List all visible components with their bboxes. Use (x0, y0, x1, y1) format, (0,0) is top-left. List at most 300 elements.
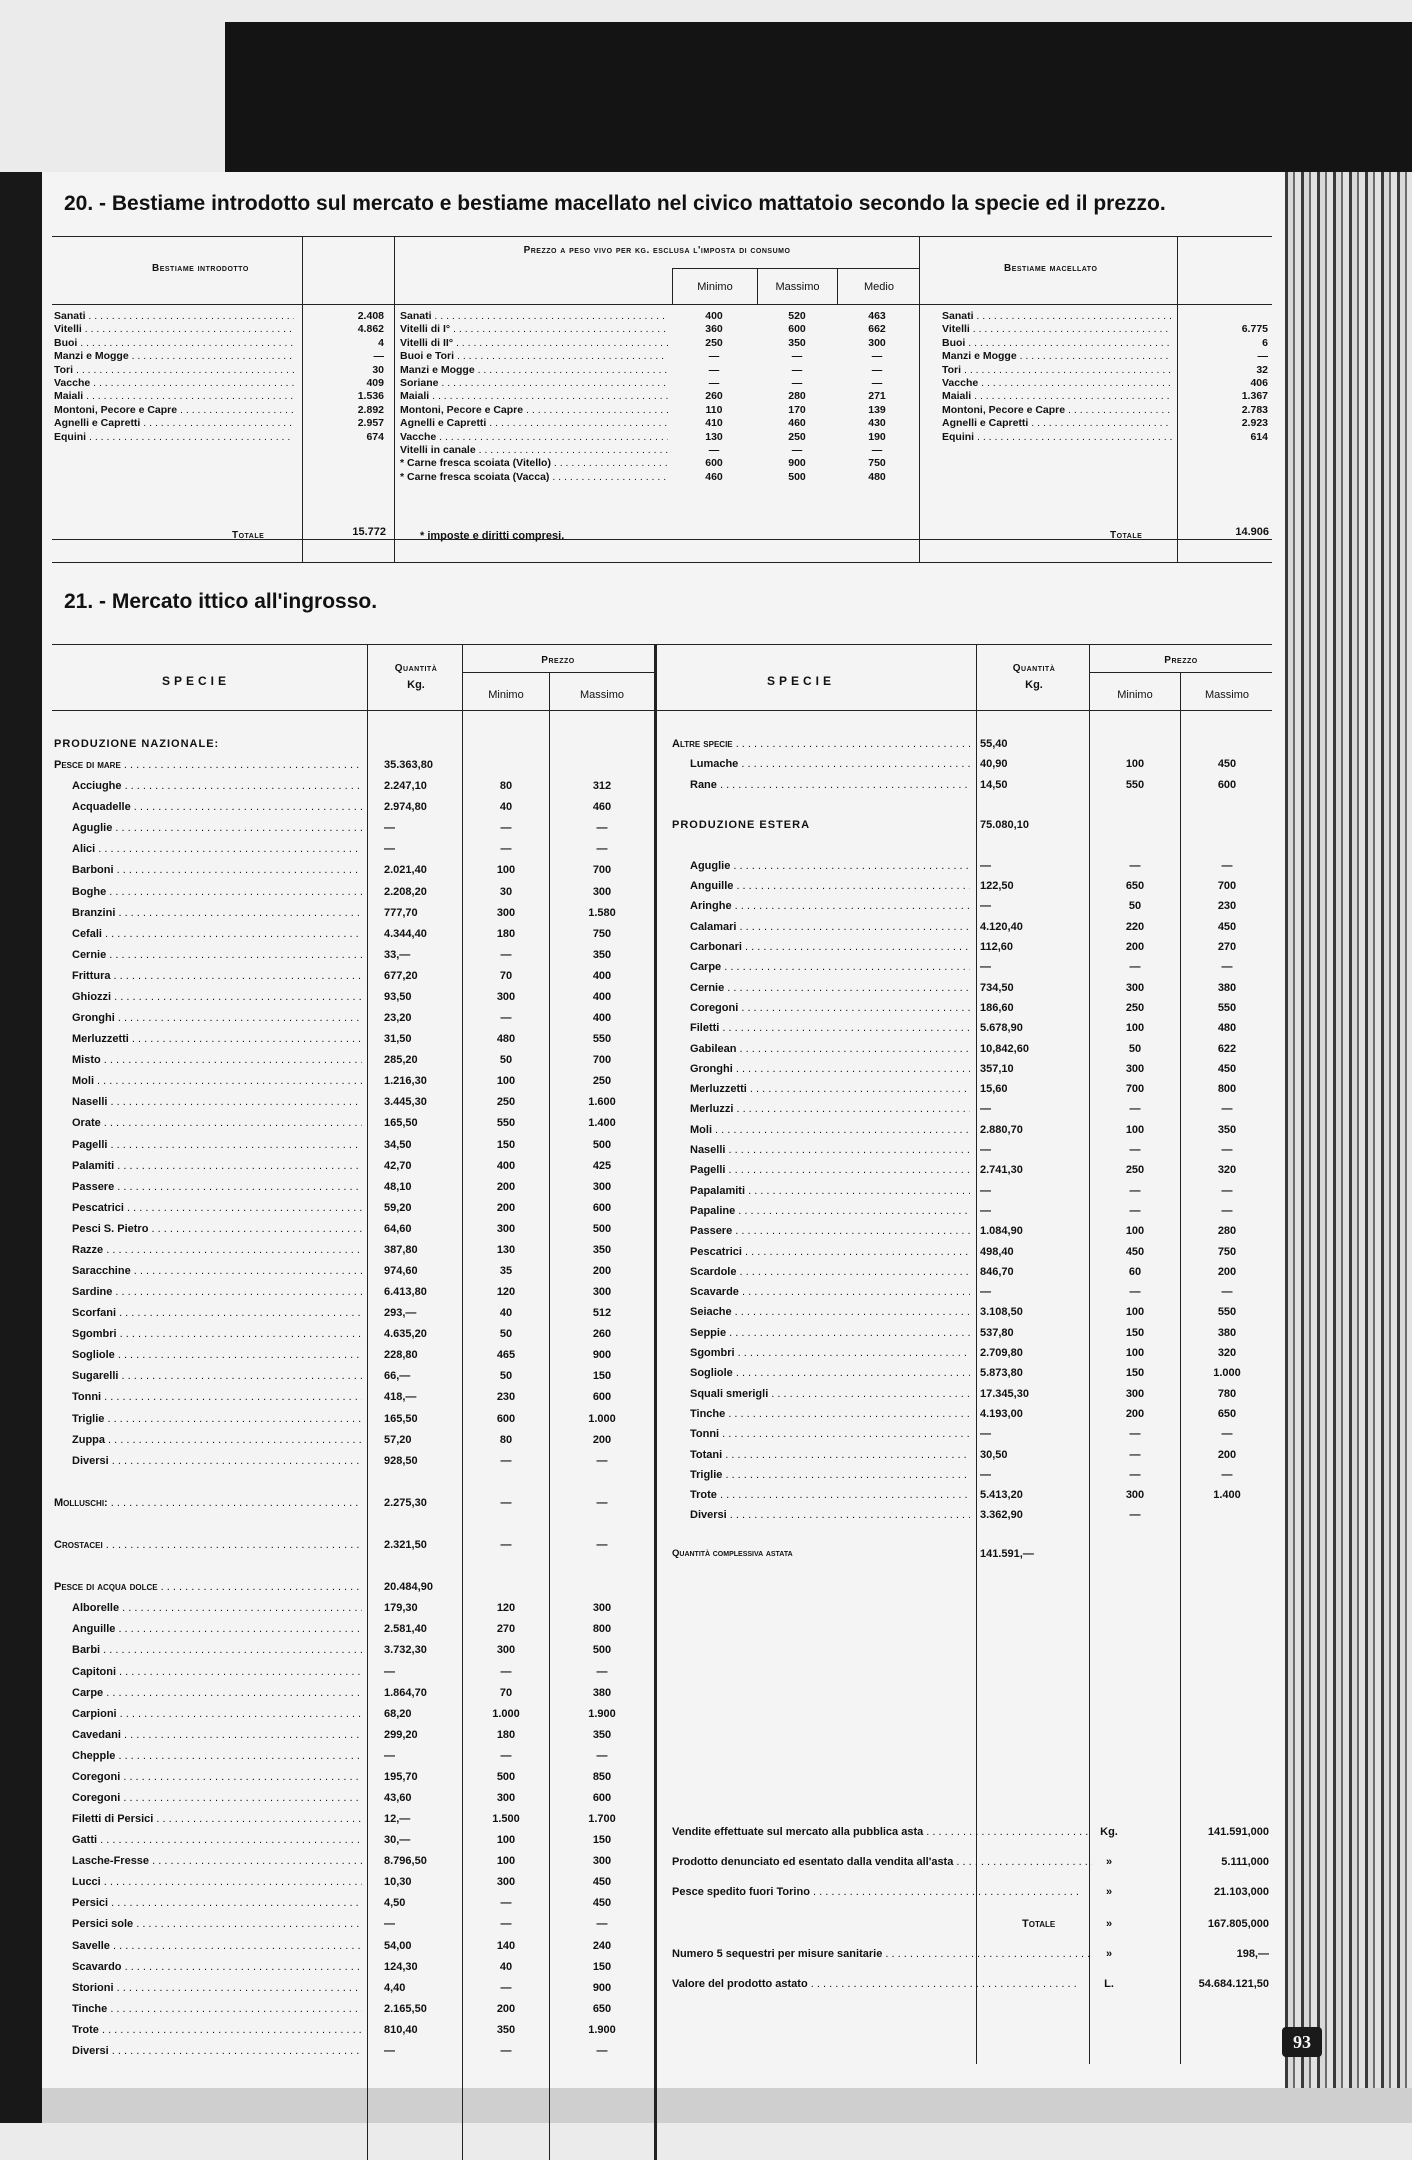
prezzo-row (400, 323, 915, 336)
row-label: Montoni, Pecore e Capre . . . (400, 404, 668, 417)
species-label: Passere . . . (690, 1221, 970, 1241)
species-min: 200 (496, 1180, 516, 1193)
species-min: 100 (496, 1075, 516, 1088)
species-max: 200 (1217, 1265, 1237, 1278)
species-max: 1.400 (588, 1117, 616, 1130)
species-quantity: 33,— (384, 948, 411, 961)
row-min: 410 (705, 417, 723, 430)
species-label: Calamari . . . (690, 917, 970, 937)
species-max: 350 (592, 1243, 612, 1256)
fish-row (672, 1485, 1272, 1505)
summary-unit: Kg. (1100, 1826, 1118, 1838)
min-header-left: Minimo (488, 689, 524, 701)
species-label: Carpioni . . . (72, 1704, 362, 1724)
kg-header-right: Kg. (1025, 679, 1043, 691)
fish-row (54, 1493, 654, 1513)
species-quantity: 498,40 (980, 1245, 1014, 1258)
species-min: 150 (496, 1138, 516, 1151)
species-label: Sardine . . . (72, 1282, 362, 1302)
col-max-header: Massimo (775, 281, 820, 293)
species-min: 50 (1128, 900, 1142, 913)
species-max: 320 (1217, 1164, 1237, 1177)
introdotto-row (54, 323, 384, 336)
species-label: Acquadelle . . . (72, 797, 362, 817)
species-max: — (1221, 1103, 1233, 1116)
row-label: Vacche . . . (54, 377, 294, 390)
introdotto-row (54, 417, 384, 430)
fish-row (54, 755, 654, 775)
species-min: 100 (1125, 1225, 1145, 1238)
species-quantity: 2.709,80 (980, 1347, 1023, 1359)
species-min: — (500, 1539, 512, 1552)
fish-row (54, 1472, 654, 1492)
macellato-row (942, 377, 1270, 390)
fish-row (672, 998, 1272, 1018)
species-max: — (1221, 1428, 1233, 1441)
fish-row (672, 1404, 1272, 1424)
fish-row (672, 1039, 1272, 1059)
macellato-row (942, 390, 1270, 403)
species-quantity: 1.084,90 (980, 1225, 1023, 1238)
prezzo-row (400, 457, 915, 470)
species-label: Carpe . . . (72, 1683, 362, 1703)
species-label: Triglie . . . (72, 1409, 362, 1429)
species-label: Molluschi: . . . (54, 1493, 362, 1513)
species-min: 120 (496, 1602, 516, 1615)
fish-row (54, 924, 654, 944)
row-label: Maiali . . . (400, 390, 668, 403)
species-max: — (596, 1539, 608, 1552)
row-label: Vitelli di II° . . . (400, 337, 668, 350)
scan-dark-border-left (0, 172, 42, 2123)
species-quantity: — (980, 1468, 991, 1481)
species-quantity: 195,70 (384, 1770, 418, 1783)
row-label: Vitelli di I° . . . (400, 323, 668, 336)
species-min: 200 (496, 2002, 516, 2015)
species-max: 200 (1217, 1448, 1237, 1461)
fish-row (54, 1936, 654, 1956)
introdotto-row (54, 404, 384, 417)
summary-row (672, 1852, 1272, 1872)
species-min: — (1129, 859, 1141, 872)
species-min: 300 (496, 1222, 516, 1235)
species-quantity: — (980, 1204, 991, 1217)
fish-row (54, 839, 654, 859)
species-min: 1.000 (492, 1707, 520, 1720)
fish-row (54, 1282, 654, 1302)
species-max: 750 (1217, 1245, 1237, 1258)
fish-row (54, 1619, 654, 1639)
species-quantity: 68,20 (384, 1707, 412, 1720)
fish-row (54, 966, 654, 986)
species-label: Tonni . . . (690, 1424, 970, 1444)
species-label: Saracchine . . . (72, 1261, 362, 1281)
species-min: — (1129, 1448, 1141, 1461)
species-min: 600 (496, 1412, 516, 1425)
species-label: Pescatrici . . . (690, 1242, 970, 1262)
species-min: 300 (1125, 1387, 1145, 1400)
right-totale-label: Totale (1110, 530, 1143, 541)
macellato-row (942, 337, 1270, 350)
row-label: Vacche . . . (942, 377, 1172, 390)
specie-header-right: SPECIE (767, 674, 836, 688)
species-max: 550 (1217, 1001, 1237, 1014)
fish-row (54, 1577, 654, 1597)
species-quantity: 677,20 (384, 969, 418, 982)
species-min: 300 (496, 1644, 516, 1657)
species-quantity: 55,40 (980, 738, 1008, 750)
species-quantity: 54,00 (384, 1939, 412, 1952)
summary-label: Numero 5 sequestri per misure sanitarie . . . (672, 1944, 1092, 1964)
left-total-value: 15.772 (352, 526, 386, 538)
species-label: Altre specie . . . (672, 734, 970, 754)
fish-row (672, 734, 1272, 754)
species-label: Filetti . . . (690, 1018, 970, 1038)
species-label: Scorfani . . . (72, 1303, 362, 1323)
fish-row (672, 815, 1272, 835)
fish-row (672, 1079, 1272, 1099)
row-max: — (791, 444, 803, 456)
fish-row (672, 1221, 1272, 1241)
fish-row (54, 1872, 654, 1892)
species-quantity: 418,— (384, 1391, 417, 1404)
species-label: Sgombri . . . (72, 1324, 362, 1344)
fish-row (54, 1662, 654, 1682)
row-label: Vitelli . . . (942, 323, 1172, 336)
row-med: 300 (868, 336, 886, 349)
species-quantity: 228,80 (384, 1349, 418, 1362)
fish-row (54, 1809, 654, 1829)
species-label: Carbonari . . . (690, 937, 970, 957)
fish-row (54, 797, 654, 817)
species-label: Anguille . . . (690, 876, 970, 896)
species-label: Pesce di acqua dolce . . . (54, 1577, 362, 1597)
row-value: 6.775 (1241, 323, 1268, 336)
row-label: Sanati . . . (54, 310, 294, 323)
species-label: Aguglie . . . (690, 856, 970, 876)
fish-row (672, 1424, 1272, 1444)
species-quantity: 810,40 (384, 2023, 418, 2036)
species-max: 320 (1217, 1347, 1237, 1359)
species-label: Ghiozzi . . . (72, 987, 362, 1007)
species-label: Rane . . . (690, 775, 970, 795)
species-quantity: 3.108,50 (980, 1306, 1023, 1319)
species-label: Carpe . . . (690, 957, 970, 977)
species-label: Orate . . . (72, 1113, 362, 1133)
species-min: 100 (1125, 1347, 1145, 1359)
species-max: 780 (1217, 1387, 1237, 1400)
species-quantity: 4,50 (384, 1897, 406, 1910)
species-quantity: 30,50 (980, 1448, 1008, 1461)
species-label: Razze . . . (72, 1240, 362, 1260)
introdotto-row (54, 364, 384, 377)
species-quantity: — (980, 961, 991, 974)
fish-row (672, 1181, 1272, 1201)
fish-row (54, 1978, 654, 1998)
footnote: * imposte e diritti compresi. (420, 530, 565, 542)
species-min: — (500, 1665, 512, 1678)
species-max: 380 (1217, 981, 1237, 994)
row-med: 271 (868, 390, 886, 403)
max-header-right: Massimo (1204, 689, 1249, 701)
species-min: 700 (1125, 1083, 1145, 1096)
species-quantity: 179,30 (384, 1602, 418, 1615)
species-max: 600 (1217, 778, 1237, 791)
species-max: — (596, 1496, 608, 1509)
species-min: 100 (1125, 1123, 1145, 1136)
species-label: Diversi . . . (72, 2041, 362, 2061)
species-quantity: — (980, 1184, 991, 1197)
species-label: Acciughe . . . (72, 776, 362, 796)
fish-row (54, 734, 654, 754)
species-quantity: 12,— (384, 1813, 411, 1826)
fish-row (54, 1219, 654, 1239)
species-quantity: 20.484,90 (384, 1581, 433, 1594)
species-min: — (500, 822, 512, 835)
species-quantity: 2.741,30 (980, 1164, 1023, 1177)
species-label: Pagelli . . . (690, 1160, 970, 1180)
prezzo-row (400, 471, 915, 484)
fish-row (54, 1640, 654, 1660)
species-label: Papaline . . . (690, 1201, 970, 1221)
left-totale-label: Totale (232, 530, 265, 541)
species-label: Gronghi . . . (72, 1008, 362, 1028)
species-label: Moli . . . (690, 1120, 970, 1140)
row-value: 2.892 (357, 403, 384, 416)
species-quantity: 5.873,80 (980, 1367, 1023, 1380)
row-max: 250 (788, 430, 806, 443)
species-min: 450 (1125, 1245, 1145, 1258)
fish-row (54, 1387, 654, 1407)
summary-label: Pesce spedito fuori Torino . . . (672, 1882, 1092, 1902)
species-min: — (1129, 961, 1141, 974)
species-label: Misto . . . (72, 1050, 362, 1070)
min-header-right: Minimo (1117, 689, 1153, 701)
fish-row (672, 1302, 1272, 1322)
species-max: 1.900 (588, 2023, 616, 2036)
species-min: — (1129, 1468, 1141, 1481)
row-value: 406 (1250, 377, 1268, 389)
prezzo-row (400, 350, 915, 363)
species-max: — (1221, 1286, 1233, 1299)
species-label: Storioni . . . (72, 1978, 362, 1998)
species-quantity: 4.120,40 (980, 920, 1023, 933)
species-quantity: — (980, 859, 991, 872)
species-max: 450 (1217, 758, 1237, 771)
fish-row (672, 957, 1272, 977)
species-max: 300 (592, 1286, 612, 1299)
row-label: Equini . . . (54, 431, 294, 444)
species-min: 250 (496, 1096, 516, 1109)
species-max: 460 (592, 801, 612, 814)
species-quantity: 974,60 (384, 1265, 418, 1277)
row-label: Agnelli e Capretti . . . (54, 417, 294, 430)
row-label: Manzi e Mogge . . . (400, 364, 668, 377)
introdotto-row (54, 431, 384, 444)
row-min: 460 (705, 470, 723, 483)
species-min: 350 (496, 2023, 516, 2036)
species-label: Coregoni . . . (72, 1788, 362, 1808)
species-quantity: 186,60 (980, 1001, 1014, 1014)
species-quantity: 93,50 (384, 990, 412, 1003)
species-quantity: 17.345,30 (980, 1387, 1029, 1400)
species-max: 550 (592, 1033, 612, 1046)
fish-row (672, 754, 1272, 774)
fish-row (54, 1303, 654, 1323)
row-max: 600 (788, 323, 806, 336)
row-max: 350 (788, 336, 806, 349)
fish-row (672, 1505, 1272, 1525)
row-med: — (871, 377, 883, 389)
species-label: Tinche . . . (72, 1999, 362, 2019)
fish-row (54, 1683, 654, 1703)
fish-row (672, 1363, 1272, 1383)
prezzo-row (400, 404, 915, 417)
fish-row (672, 937, 1272, 957)
species-quantity: 4.193,00 (980, 1407, 1023, 1420)
species-quantity: 34,50 (384, 1138, 412, 1151)
species-min: 550 (1125, 778, 1145, 791)
species-min: 500 (496, 1770, 516, 1783)
species-max: 300 (592, 1855, 612, 1868)
row-min: — (708, 444, 720, 456)
fish-row (54, 1788, 654, 1808)
species-min: 60 (1128, 1265, 1142, 1278)
species-max: — (596, 822, 608, 835)
row-max: 520 (788, 310, 806, 322)
species-quantity: 846,70 (980, 1265, 1014, 1278)
row-value: 32 (1256, 363, 1268, 376)
species-max: 200 (592, 1433, 612, 1446)
species-max: 425 (592, 1159, 612, 1172)
species-label: Naselli . . . (72, 1092, 362, 1112)
species-label: Chepple . . . (72, 1746, 362, 1766)
species-quantity: 23,20 (384, 1012, 412, 1025)
species-quantity: 122,50 (980, 880, 1014, 893)
species-max: — (596, 1665, 608, 1678)
row-med: — (871, 350, 883, 363)
species-quantity: 1.216,30 (384, 1075, 427, 1088)
row-med: 463 (868, 310, 886, 322)
species-quantity: 64,60 (384, 1222, 412, 1235)
species-max: 250 (592, 1075, 612, 1088)
species-min: — (500, 843, 512, 856)
species-max: 280 (1217, 1225, 1237, 1238)
species-quantity: 66,— (384, 1370, 411, 1383)
row-value: 409 (366, 377, 384, 389)
species-label: Papalamiti . . . (690, 1181, 970, 1201)
fish-row (54, 1198, 654, 1218)
fish-row (672, 1282, 1272, 1302)
row-min: 250 (705, 336, 723, 349)
species-quantity: 4,40 (384, 1981, 406, 1994)
row-max: — (791, 363, 803, 376)
row-label: Buoi . . . (942, 337, 1172, 350)
row-label: Montoni, Pecore e Capre . . . (942, 404, 1172, 417)
species-label: Coregoni . . . (690, 998, 970, 1018)
species-label: Diversi . . . (690, 1505, 970, 1525)
species-label: Savelle . . . (72, 1936, 362, 1956)
species-quantity: — (384, 1665, 395, 1678)
species-min: 130 (496, 1243, 516, 1256)
species-max: 550 (1217, 1306, 1237, 1319)
species-min: — (1129, 1509, 1141, 1522)
species-min: 80 (499, 1433, 513, 1446)
row-label: Sanati . . . (400, 310, 668, 323)
row-label: Buoi e Tori . . . (400, 350, 668, 363)
species-quantity: 285,20 (384, 1054, 418, 1067)
species-label: Alborelle . . . (72, 1598, 362, 1618)
fish-row (54, 1830, 654, 1850)
row-value: 614 (1250, 430, 1268, 443)
species-label: Pesce di mare . . . (54, 755, 362, 775)
species-quantity: — (384, 1749, 395, 1762)
species-max: 1.900 (588, 1707, 616, 1720)
species-quantity: 5.678,90 (980, 1022, 1023, 1035)
species-label: PRODUZIONE NAZIONALE: (54, 738, 220, 750)
species-min: 220 (1125, 920, 1145, 933)
species-label: Persici . . . (72, 1893, 362, 1913)
fish-row (672, 1465, 1272, 1485)
prezzo-row (400, 431, 915, 444)
species-quantity: 48,10 (384, 1180, 412, 1193)
prezzo-header-left: Prezzo (541, 655, 575, 666)
species-min: — (500, 1012, 512, 1025)
species-quantity: — (384, 1918, 395, 1931)
row-value: 30 (372, 363, 384, 376)
species-label: Scardole . . . (690, 1262, 970, 1282)
species-quantity: 3.445,30 (384, 1096, 427, 1109)
row-med: 190 (868, 430, 886, 443)
fish-row (672, 836, 1272, 856)
species-quantity: 35.363,80 (384, 759, 433, 772)
species-quantity: 293,— (384, 1307, 417, 1320)
macellato-row (942, 323, 1270, 336)
row-med: 480 (868, 470, 886, 483)
row-min: — (708, 363, 720, 376)
row-value: 4 (378, 336, 384, 349)
species-label: Sgombri . . . (690, 1343, 970, 1363)
row-label: Vitelli in canale . . . (400, 444, 668, 457)
species-min: 50 (499, 1054, 513, 1067)
species-quantity: 124,30 (384, 1960, 418, 1973)
fish-row (54, 1893, 654, 1913)
fish-row (672, 775, 1272, 795)
summary-row (672, 1974, 1272, 1994)
species-quantity: 2.581,40 (384, 1623, 427, 1636)
row-label: Buoi . . . (54, 337, 294, 350)
fish-row (54, 903, 654, 923)
species-quantity: 165,50 (384, 1412, 418, 1425)
species-min: — (1129, 1204, 1141, 1217)
qty-total-label: Quantità complessiva astata (672, 1548, 793, 1559)
species-max: 450 (1217, 920, 1237, 933)
species-max: 1.000 (588, 1412, 616, 1425)
fish-row (54, 1156, 654, 1176)
species-min: 100 (1125, 1306, 1145, 1319)
species-quantity: 2.275,30 (384, 1496, 427, 1509)
row-value: 674 (366, 430, 384, 443)
summary-value: 54.684.121,50 (1198, 1978, 1269, 1990)
page-number: 93 (1282, 2027, 1322, 2057)
species-min: 300 (1125, 1489, 1145, 1502)
species-quantity: 3.362,90 (980, 1509, 1023, 1522)
species-min: 300 (496, 1876, 516, 1889)
species-min: 50 (499, 1370, 513, 1383)
species-max: 700 (592, 864, 612, 877)
species-quantity: 31,50 (384, 1033, 412, 1046)
macellato-header: Bestiame macellato (1004, 263, 1098, 274)
